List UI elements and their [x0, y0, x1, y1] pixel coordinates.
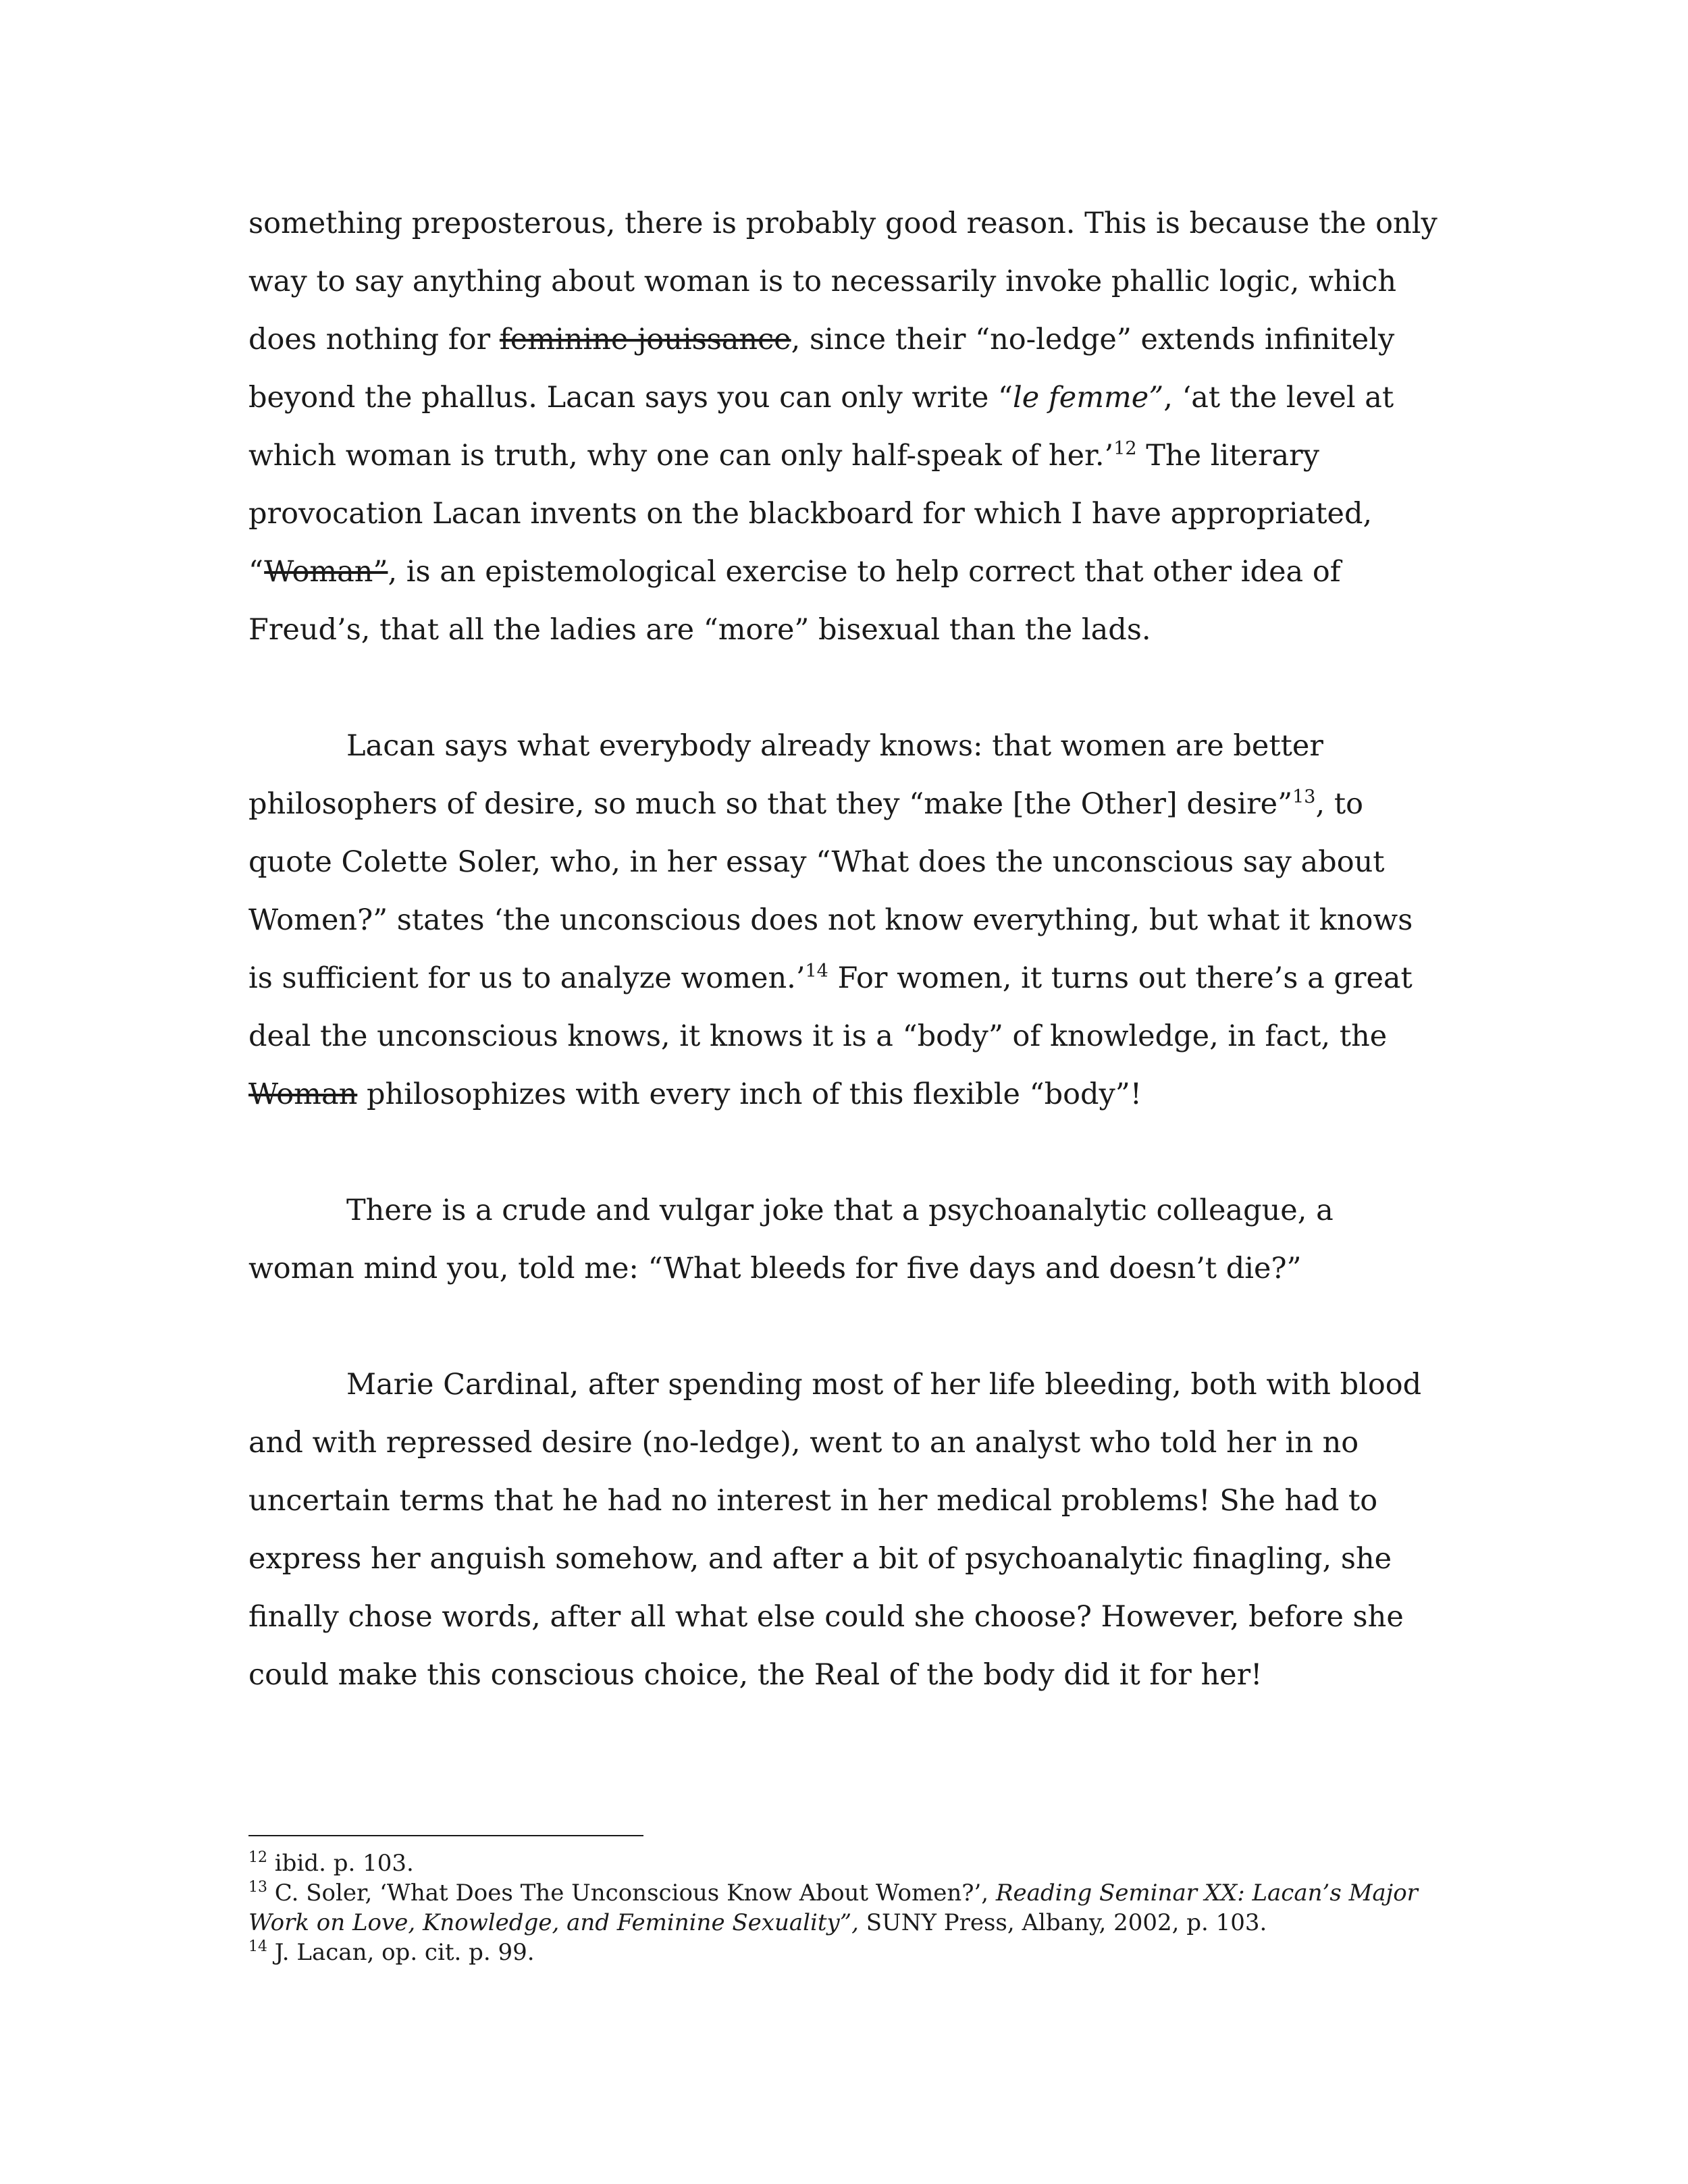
- footnote-ref-12: 12: [1113, 438, 1137, 459]
- footnote-number: 14: [248, 1938, 267, 1955]
- italic-le-femme: le femme”: [1013, 381, 1164, 415]
- footnote-text: C. Soler, ‘What Does The Unconscious Know About Women?’,: [267, 1880, 996, 1907]
- paragraph-2-text: Lacan says what everybody already knows: that women are better philosophers of desire, so much so that they “make [the Other] desire”: [248, 729, 1323, 821]
- footnote-text: ibid. p. 103.: [267, 1850, 414, 1877]
- paragraph-1-text: The literary provocation Lacan invents on the blackboard for which I have appropriated, “: [248, 439, 1373, 589]
- paragraph-2-text: For women, it turns out there’s a great deal the unconscious knows, it knows it is a “body” of knowledge, in fact, the: [248, 961, 1413, 1053]
- paragraph-4-text: Marie Cardinal, after spending most of her life bleeding, both with blood and with repressed desire (no-ledge), went to an analyst who told her in no uncertain terms that he had no interest in her medical problems! She had to express her anguish somehow, and after a bit of psychoanalytic finagling, she finally chose words, after all what else could she choose? However, before she could make this conscious choice, the Real of the body did it for her!: [248, 1368, 1422, 1692]
- footnote-ref-14: 14: [805, 961, 828, 982]
- footnote-italic-title: Reading Seminar XX: Lacan’s Major Work on Love, Knowledge, and Feminine Sexuality”,: [248, 1880, 1418, 1936]
- strikethrough-woman: Woman: [248, 1077, 358, 1111]
- paragraph-2: [248, 717, 1444, 1123]
- strikethrough-woman: Woman”: [264, 555, 388, 589]
- footnote-number: 13: [248, 1879, 267, 1896]
- footnote-text: J. Lacan, op. cit. p. 99.: [267, 1939, 535, 1966]
- paragraph-1: [248, 194, 1444, 659]
- footnote-12: [248, 1848, 1444, 1878]
- footnote-ref-13: 13: [1292, 787, 1316, 807]
- footnote-number: 12: [248, 1849, 267, 1866]
- footnote-13: [248, 1878, 1444, 1938]
- paragraph-1-text: , since their “no-ledge” extends infinitely beyond the phallus. Lacan says you can only write “: [248, 323, 1395, 415]
- footnote-14: [248, 1938, 1444, 1967]
- paragraph-1-text: something preposterous, there is probably good reason. This is because the only way to say anything about woman is to necessarily invoke phallic logic, which does nothing for: [248, 207, 1438, 356]
- paragraph-1-text: , ‘at the level at which woman is truth, why one can only half-speak of her.’: [248, 381, 1394, 473]
- paragraph-1-text: , is an epistemological exercise to help correct that other idea of Freud’s, that all the ladies are “more” bisexual than the lads.: [248, 555, 1341, 647]
- footnote-separator: [248, 1835, 643, 1836]
- strikethrough-feminine-jouissance: feminine jouissance: [499, 323, 791, 356]
- paragraph-2-text: philosophizes with every inch of this flexible “body”!: [357, 1077, 1142, 1111]
- footnotes: [248, 1848, 1444, 1967]
- paragraph-4: [248, 1356, 1444, 1704]
- paragraph-3: [248, 1181, 1444, 1298]
- body-text: [248, 194, 1444, 1762]
- paragraph-2-text: , to quote Colette Soler, who, in her essay “What does the unconscious say about Women?” states ‘the unconscious does not know everything, but what it knows is sufficient for us to analyze women.’: [248, 787, 1413, 995]
- paragraph-3-text: There is a crude and vulgar joke that a psychoanalytic colleague, a woman mind you, told me: “What bleeds for five days and doesn’t die?”: [248, 1194, 1334, 1285]
- footnote-text: SUNY Press, Albany, 2002, p. 103.: [858, 1909, 1267, 1936]
